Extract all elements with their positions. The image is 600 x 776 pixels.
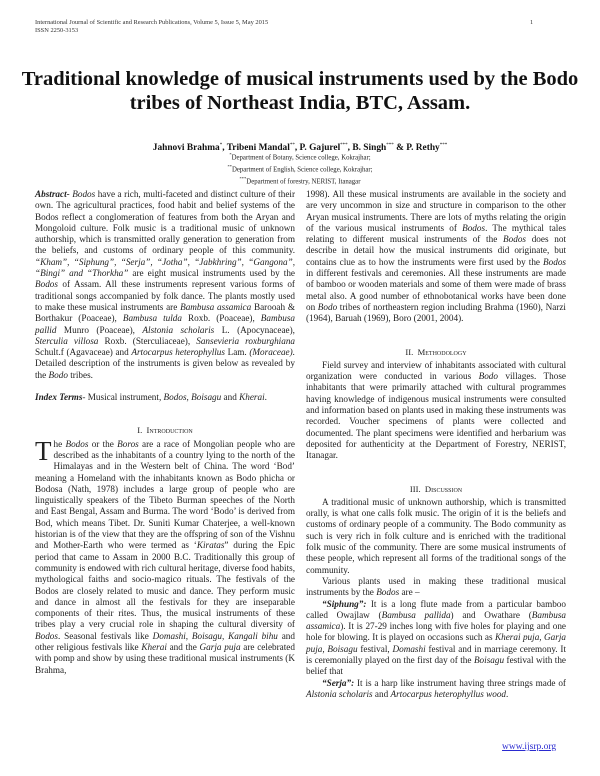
right-column bbox=[306, 189, 566, 700]
affiliation bbox=[20, 175, 580, 187]
separator: , bbox=[347, 143, 353, 154]
text-run: and bbox=[221, 392, 240, 403]
section-heading-methodology bbox=[306, 347, 566, 358]
introduction-continued bbox=[306, 189, 566, 325]
text-run: It is a harp like instrument having three strings made of bbox=[354, 677, 566, 688]
separator: , bbox=[222, 143, 227, 154]
text-run: villages. Those inhabitants that were primarily attached with cultural programmes having knowledge of indigenous musical instruments were consulted and information based on plants used in making these instruments was recorded. Voucher specimens of plants were collected and documented. The plant specimens were identified and herbarium was deposited for authenticity at the Department of Forestry, NERIST, Itanagar. bbox=[306, 371, 566, 461]
italic-text: Bodos bbox=[163, 392, 187, 403]
author-mark: ** bbox=[289, 143, 295, 148]
italic-text: Garja puja bbox=[199, 641, 241, 652]
italic-text: Bodos bbox=[376, 587, 400, 598]
text-run: or the bbox=[88, 438, 118, 449]
journal-citation: International Journal of Scientific and Research Publications, Volume 5, Issue 5, May 2015 bbox=[35, 19, 269, 26]
text-run: and other religious festivals like bbox=[35, 630, 295, 652]
text-run: are celebrated with pomp and show by using these traditional musical instruments (K Brahma, bbox=[35, 641, 295, 675]
issn: ISSN 2250-3153 bbox=[35, 27, 79, 34]
separator: & bbox=[393, 143, 407, 154]
index-terms-label: Index Terms bbox=[35, 392, 83, 403]
section-heading-introduction bbox=[35, 425, 295, 436]
left-column bbox=[35, 189, 295, 676]
text-run: of Assam. All these instruments represent various forms of traditional songs accompanied by folk dance. The plants mostly used to make these musical instruments are bbox=[35, 279, 295, 312]
text-run: and the bbox=[166, 641, 200, 652]
abstract-text bbox=[35, 189, 295, 380]
instrument-label: “Serja”: bbox=[322, 677, 355, 688]
italic-text: Bodo bbox=[317, 301, 338, 312]
text-run: are eight musical instruments used by the bbox=[128, 268, 296, 279]
italic-text: Artocarpus heterophyllus wood bbox=[390, 688, 507, 699]
italic-text: (Moraceae). bbox=[249, 347, 295, 358]
author: P. Rethy bbox=[406, 143, 440, 154]
affiliation-text: Department of forestry, NERIST, Itanagar bbox=[246, 177, 361, 185]
text-run: and bbox=[372, 688, 391, 699]
italic-text: Sansevieria roxburghiana bbox=[196, 335, 296, 346]
italic-text: Bodos bbox=[543, 256, 566, 267]
italic-text: Bodos bbox=[65, 438, 89, 449]
italic-text: Bodos bbox=[72, 189, 96, 199]
text-run: Lam. bbox=[224, 347, 250, 358]
text-run: 1998). All these musical instruments are available in the society and are very uncommon in size and structure in comparison to the other Aryan musical instruments. There are lots of myths relating the origin of the various musical instruments of bbox=[306, 189, 566, 233]
affiliation-text: Department of Botany, Science college, Kokrajhar; bbox=[231, 154, 371, 162]
text-run: he bbox=[53, 438, 66, 449]
text-run: tribes of northeastern region including Brahma (1960), Narzi (1964), Baruah (1969), Boro (2001, 2004). bbox=[306, 301, 566, 324]
section-title: Discussion bbox=[424, 483, 463, 494]
author: P. Gajurel bbox=[299, 143, 341, 154]
author-mark: *** bbox=[439, 143, 448, 148]
italic-text: Bambusa assamica bbox=[306, 609, 566, 632]
text-run: Detailed description of the instruments is given below as revealed by the bbox=[35, 358, 295, 380]
italic-text: Bodo bbox=[48, 369, 68, 380]
page-number: 1 bbox=[530, 19, 534, 26]
text-run: festival, bbox=[357, 643, 393, 654]
italic-text: Alstonia scholaris bbox=[306, 688, 373, 699]
text-run: . bbox=[506, 688, 509, 699]
text-run: in different festivals and ceremonies. All these instruments are made of bamboo or wooden materials and some of them were made of brass metal also. A good number of ethnobotanical works have been done on bbox=[306, 268, 566, 312]
journal-website-link[interactable]: www.ijsrp.org bbox=[502, 742, 557, 752]
italic-text: Bambusa pallid bbox=[35, 313, 295, 335]
author-mark: * bbox=[219, 143, 223, 148]
text-run: festival with the belief that bbox=[306, 654, 566, 677]
italic-text: Bambusa assamica bbox=[180, 301, 252, 312]
introduction-text bbox=[35, 435, 295, 675]
affiliation-mark: ** bbox=[227, 163, 232, 169]
author-mark: *** bbox=[386, 143, 394, 148]
section-number: III. bbox=[409, 483, 421, 494]
abstract bbox=[35, 189, 295, 381]
running-header bbox=[35, 19, 268, 35]
italic-text: Kherai bbox=[239, 392, 265, 403]
italic-text: “Kham”, “Siphung”, “Serja”, “Jotha”, “Jabkhring”, “Gangona”, “Bingi” and “Thorkha” bbox=[35, 256, 295, 279]
section-title: Introduction bbox=[146, 425, 193, 436]
instrument-label: “Siphung”: bbox=[322, 598, 367, 609]
discussion-paragraph bbox=[306, 576, 566, 599]
index-terms bbox=[35, 392, 295, 403]
section-title: Methodology bbox=[417, 346, 467, 357]
italic-text: Bodo bbox=[478, 371, 498, 382]
text-run: Barooah & Borthakur (Poaceae), bbox=[35, 301, 295, 324]
italic-text: Kiratas bbox=[196, 540, 225, 551]
text-run: ). It is 27-29 inches long with five holes for playing and one hole for blowing. It is played on occasions such as bbox=[306, 621, 566, 643]
text-run: Roxb. (Poaceae), bbox=[181, 313, 261, 324]
siphung-paragraph bbox=[306, 599, 566, 678]
italic-text: Bodos bbox=[462, 222, 486, 233]
text-run: - Musical instrument, bbox=[82, 392, 164, 403]
text-run: Schult.f (Agavaceae) and bbox=[35, 347, 132, 358]
text-run: are a race of Mongolian people who are described as the inhabitants of a country lying to the north of the Himalayas and in the Western belt of China. The word ‘Bod’ meaning a Homeland with the inhabitants known as Bodo phicha or Bodosa (Nath, 1978) includes a large group of people who are linguistically speakers of the Tibeto Burman speeches of the North and East Bengal, Assam and Burma. The word ‘Bodo’ is derived from Bod, which means Tibet. Dr. Suniti Kumar Chaterjee, a well-known historian is of the view that they are the offspring of son of the Vishnu and Mother-Earth who were termed as ‘ bbox=[35, 438, 295, 551]
separator: , bbox=[294, 143, 300, 154]
affiliation-mark: *** bbox=[239, 175, 247, 181]
italic-text: Domashi bbox=[392, 643, 426, 654]
affiliation bbox=[20, 163, 580, 175]
affiliations bbox=[20, 151, 580, 187]
text-run: Various plants used in making these traditional musical instruments by the bbox=[306, 575, 566, 598]
italic-text: Bambusa tulda bbox=[122, 313, 182, 324]
author: Jahnovi Brahma bbox=[152, 143, 220, 154]
affiliation bbox=[20, 151, 580, 163]
serja-paragraph bbox=[306, 678, 566, 701]
introduction-body bbox=[35, 435, 295, 676]
author: Tribeni Mandal bbox=[226, 143, 290, 154]
text-run: . Seasonal festivals like bbox=[57, 630, 153, 641]
italic-text: Bodos bbox=[35, 630, 58, 641]
drop-cap: T bbox=[35, 435, 52, 466]
italic-text: Bodos bbox=[35, 279, 58, 290]
text-run: Field survey and interview of inhabitants associated with cultural organization were conducted in various bbox=[306, 359, 566, 382]
text-run: tribes. bbox=[67, 369, 93, 380]
discussion-paragraph bbox=[306, 497, 566, 576]
text-run: are – bbox=[399, 587, 420, 598]
text-run: It is a long flute made from a particular bamboo called Owajlaw ( bbox=[306, 598, 566, 620]
italic-text: Artocarpus heterophyllus bbox=[131, 347, 225, 358]
italic-text: Boisagu bbox=[191, 392, 222, 403]
text-run: does not describe in detail how the musical instruments did originate, but contains clue as to how the instruments were first used by the bbox=[306, 234, 566, 267]
paper-title: Traditional knowledge of musical instruments used by the Bodo tribes of Northeast India, BTC, Assam. bbox=[21, 68, 579, 114]
text-run: . bbox=[264, 392, 267, 403]
section-heading-discussion bbox=[306, 484, 566, 495]
text-run: . The mythical tales relating to different musical instruments of the bbox=[306, 222, 566, 245]
methodology-body bbox=[306, 360, 566, 462]
italic-text: Sterculia villosa bbox=[35, 335, 99, 346]
text-run: have a rich, multi-faceted and distinct culture of their own. The agricultural practices, food habit and belief systems of the Bodos reflect a conglomeration of features from both the Aryan and Mongoloid culture. Folk music is a traditional music of unknown authorship, which is transmitted orally generation to generation from the beliefs, and customs of ordinary people of this community. bbox=[35, 189, 296, 256]
section-number: I. bbox=[137, 425, 143, 436]
italic-text: Domashi, Boisagu, Kangali bihu bbox=[152, 630, 278, 641]
text-run: A traditional music of unknown authorship, which is transmitted orally, is what one calls folk music. The origin of it is the beliefs and customs of ordinary people of a community. The Bodo community as such is very rich in folk culture and is enriched with the traditional folk music of the community. There are some musical instruments of these people, which represent all forms of the traditional songs of the community. bbox=[306, 496, 566, 575]
section-number: II. bbox=[405, 346, 414, 357]
italic-text: Bambusa pallida bbox=[381, 609, 451, 620]
text-run: , bbox=[186, 392, 192, 403]
text-run: L. (Apocynaceae), bbox=[214, 324, 295, 335]
author-mark: *** bbox=[340, 143, 348, 148]
abstract-label: Abstract- bbox=[35, 189, 70, 199]
index-terms-text bbox=[82, 392, 267, 402]
author: B. Singh bbox=[352, 143, 387, 154]
text-run: ” during the Epic period that came to Assam in 2000 B.C. Traditionally this group of community is endowed with rich cultural heritage, diverse food habits, mythological faiths and socio-magico rituals. The festivals of the Bodos are closely related to music and dance. They perform music and dance in almost all the festivals for they are inseparable components of their rites. Thus, the musical instruments of these tribes play a very crucial role in shaping the cultural diversity of bbox=[35, 540, 295, 630]
affiliation-text: Department of English, Science college, Kokrajhar; bbox=[231, 166, 373, 174]
text-run: Roxb. (Sterculiaceae), bbox=[98, 335, 197, 346]
italic-text: Kherai puja, Garja puja, Boisagu bbox=[306, 632, 566, 654]
siphung-text bbox=[306, 599, 566, 677]
affiliation-mark: * bbox=[229, 152, 232, 157]
text-run: Munro (Poaceae), bbox=[56, 324, 143, 335]
italic-text: Kherai bbox=[141, 641, 167, 652]
italic-text: Bodos bbox=[503, 234, 526, 245]
text-run: festival and in marriage ceremony. It is ceremonially played on the first day of the bbox=[306, 643, 567, 665]
text-run: ) and Owathare ( bbox=[450, 609, 532, 620]
italic-text: Boisagu bbox=[473, 654, 505, 665]
italic-text: Boros bbox=[117, 438, 139, 449]
italic-text: Alstonia scholaris bbox=[142, 324, 215, 335]
